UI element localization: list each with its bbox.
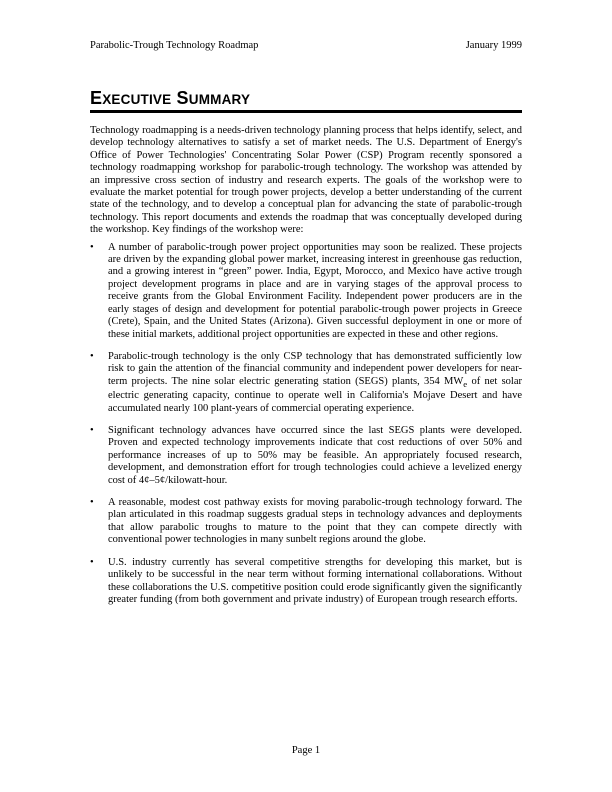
section-title-initial-e: E bbox=[90, 88, 103, 108]
finding-item bbox=[90, 557, 522, 607]
finding-text-part: of net solar electric generating capacity, continue to operate well in California's Mojave Desert and have accumulated nearly 100 plant-years of commercial operating experience. bbox=[108, 375, 522, 414]
finding-item bbox=[90, 242, 522, 341]
section-title-initial-s: S bbox=[176, 88, 189, 108]
bullet-icon: • bbox=[90, 350, 94, 362]
finding-text bbox=[108, 351, 522, 414]
section-title-rest-ummary: UMMARY bbox=[188, 92, 251, 107]
finding-text: A reasonable, modest cost pathway exists for moving parabolic-trough technology forward. The plan articulated in this roadmap suggests gradual steps in technology advances and deployments that allow parabolic troughs to mature to the point that they can compete directly with conventional power technologies in many sunbelt regions around the globe. bbox=[108, 497, 522, 546]
finding-text: U.S. industry currently has several competitive strengths for developing this market, but is unlikely to be successful in the near term without forming international collaborations. Without these collaborations the U.S. competitive position could erode significantly given the significantly greater funding (from both government and private industry) of European trough research efforts. bbox=[108, 556, 522, 605]
finding-text-part: Parabolic-trough technology is the only CSP technology that has demonstrated sufficiently low risk to gain the attention of the financial community and independent power developers for near-term projects. The nine solar electric generating station (SEGS) plants, 354 MW bbox=[108, 350, 522, 387]
finding-item bbox=[90, 351, 522, 415]
finding-item bbox=[90, 425, 522, 487]
page-body bbox=[90, 125, 522, 616]
title-rule bbox=[90, 110, 522, 113]
key-findings-list bbox=[90, 242, 522, 607]
bullet-icon: • bbox=[90, 425, 94, 437]
mwe-subscript: e bbox=[463, 378, 468, 389]
bullet-icon: • bbox=[90, 556, 94, 568]
bullet-icon: • bbox=[90, 497, 94, 509]
finding-item bbox=[90, 497, 522, 547]
page-number: Page 1 bbox=[291, 745, 321, 756]
finding-text: A number of parabolic-trough power project opportunities may soon be realized. These projects are driven by the expanding global power market, increasing interest in greenhouse gas reduction, and a growing interest in “green” power. India, Egypt, Morocco, and Mexico have active trough project development programs in place and are in varying stages of the approval process to receive grants from the Global Environment Facility. Independent power producers are in the early stages of design and development for potential parabolic-trough power projects in Greece (Crete), Spain, and the United States (Arizona). Given successful deployment in one or more of these initial markets, additional project opportunities are expected in these and other regions. bbox=[108, 241, 522, 340]
section-title-rest-xecutive: XECUTIVE bbox=[102, 92, 172, 107]
section-title bbox=[90, 88, 522, 110]
document-title: Parabolic-Trough Technology Roadmap bbox=[90, 40, 259, 51]
bullet-icon: • bbox=[90, 241, 94, 253]
finding-text: Significant technology advances have occurred since the last SEGS plants were developed. Proven and expected technology improvements indicate that cost reductions of over 50% and performance increases of up to 50% may be feasible. An appropriately focused research, development, and demonstration effort for trough technologies could achieve a levelized energy cost of 4¢–5¢/kilowatt-hour. bbox=[108, 425, 522, 486]
document-date: January 1999 bbox=[465, 40, 522, 51]
intro-paragraph: Technology roadmapping is a needs-driven technology planning process that helps identify, select, and develop technology alternatives to satisfy a set of market needs. The U.S. Department of Energy's Office of Power Technologies' Concentrating Solar Power (CSP) Program recently sponsored a technology roadmapping workshop for parabolic-trough technology. The workshop was attended by an impressive cross section of industry and research experts. The goals of the workshop were to evaluate the market potential for trough power projects, develop a better understanding of the current state of the technology, and to develop a conceptual plan for advancing the state of parabolic-trough technology. This report documents and extends the roadmap that was conceptually developed during the workshop. Key findings of the workshop were: bbox=[90, 125, 522, 236]
